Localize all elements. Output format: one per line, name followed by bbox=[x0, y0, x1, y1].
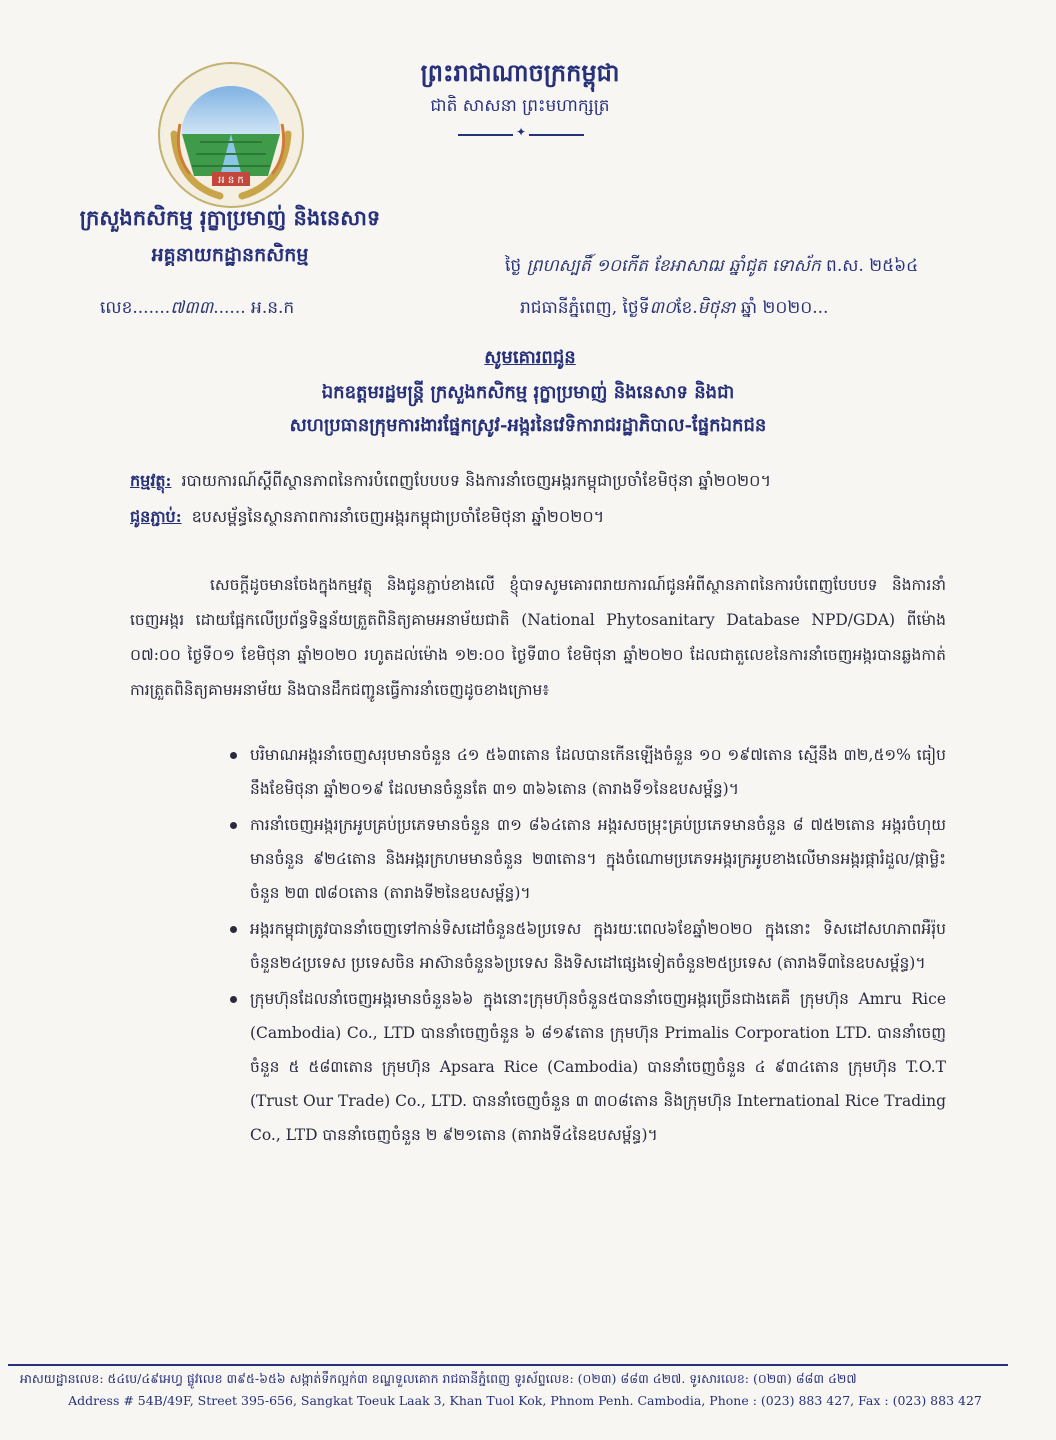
logo-text: អ ន ក bbox=[218, 175, 244, 186]
bullet-item bbox=[130, 808, 946, 910]
recipient-line-2: សហប្រធានក្រុមការងារផ្នែកស្រូវ-អង្ករនៃវេទិការាជរដ្ឋាភិបាល-ផ្នែកឯកជន bbox=[289, 415, 767, 436]
subject-line bbox=[130, 470, 960, 494]
attachment-line bbox=[130, 506, 960, 530]
place-month: មិថុនា bbox=[697, 298, 736, 318]
ref-number: ៧៣៣ bbox=[170, 298, 214, 318]
reference-number bbox=[100, 297, 294, 322]
ref-suffix: ...... អ.ន.ក bbox=[213, 298, 295, 318]
ministry-seal-icon bbox=[160, 64, 302, 206]
bullet-dot-icon bbox=[230, 752, 237, 759]
subject-label: កម្មវត្ថុ: bbox=[130, 471, 172, 490]
footer-address-english: Address # 54B/49F, Street 395-656, Sangkat Toeuk Laak 3, Khan Tuol Kok, Phnom Penh. Cambodia, Phone : (023) 883 427, Fax : (023) 883 427 bbox=[68, 1393, 982, 1408]
footer-divider bbox=[8, 1364, 1008, 1366]
place-day: ៣០ bbox=[649, 298, 677, 318]
bullet-dot-icon bbox=[230, 926, 237, 933]
ministry-name: ក្រសួងកសិកម្ម រុក្ខាប្រមាញ់ និងនេសាទ bbox=[79, 205, 381, 230]
national-motto: ជាតិ សាសនា ព្រះមហាក្សត្រ bbox=[430, 96, 610, 116]
place-prefix: រាជធានីភ្នំពេញ, ថ្ងៃទី bbox=[520, 298, 650, 318]
bullet-text: បរិមាណអង្ករនាំចេញសរុបមានចំនួន ៤១ ៥៦៣តោន ដែលបានកើនឡើងចំនួន ១០ ១៩៧តោន ស្មើនឹង ៣២,៥១% ធៀបនឹងខែមិថុនា ឆ្នាំ២០១៩ ដែលមានចំនួនតែ ៣១ ៣៦៦តោន (តារាងទី១នៃឧបសម្ព័ន្ធ)។ bbox=[250, 746, 946, 798]
bullet-list bbox=[130, 738, 946, 1154]
department-name: អគ្គនាយកដ្ឋានកសិកម្ម bbox=[151, 244, 309, 266]
body-intro bbox=[130, 568, 946, 708]
ministry-logo bbox=[158, 62, 304, 208]
lunar-prefix: ថ្ងៃ bbox=[505, 256, 522, 276]
place-date bbox=[520, 297, 828, 322]
bullet-item bbox=[130, 912, 946, 980]
bullet-text: អង្ករកម្ពុជាត្រូវបាននាំចេញទៅកាន់ទិសដៅចំនួន៥៦ប្រទេស ក្នុងរយៈពេល៦ខែឆ្នាំ២០២០ ក្នុងនោះ ទិសដៅសហភាពអឺរ៉ុបចំនួន២៤ប្រទេស ប្រទេសចិន អាស៊ានចំនួន៦ប្រទេស និងទិសដៅផ្សេងទៀតចំនួន២៥ប្រទេស (តារាងទី៣នៃឧបសម្ព័ន្ធ)។ bbox=[250, 920, 946, 972]
lunar-handwritten: ព្រហស្បតិ៍ ១០កើត ខែអាសាឍ ឆ្នាំជូត ទោស័ក bbox=[526, 256, 821, 276]
lunar-suffix: ព.ស. ២៥៦៤ bbox=[820, 256, 919, 276]
lunar-date bbox=[505, 255, 918, 280]
body-intro-text: សេចក្តីដូចមានចែងក្នុងកម្មវត្ថុ និងជូនភ្ជាប់ខាងលើ ខ្ញុំបាទសូមគោរពរាយការណ៍ជូនអំពីស្ថានភាពនៃការបំពេញបែបបទ និងការនាំចេញអង្ករ ដោយផ្អែកលើប្រព័ន្ធទិន្នន័យត្រួតពិនិត្យគាមអនាម័យជាតិ (National Phytosanitary Database NPD/GDA) ពីម៉ោង ០៧:០០ ថ្ងៃទី០១ ខែមិថុនា ឆ្នាំ២០២០ រហូតដល់ម៉ោង ១២:០០ ថ្ងៃទី៣០ ខែមិថុនា ឆ្នាំ២០២០ ដែលជាតួលេខនៃការនាំចេញអង្ករបានឆ្លងកាត់ការត្រួតពិនិត្យគាមអនាម័យ និងបានដឹកជញ្ជូនធ្វើការនាំចេញដូចខាងក្រោម៖ bbox=[130, 576, 946, 699]
bullet-text: ការនាំចេញអង្ករក្រអូបគ្រប់ប្រភេទមានចំនួន ៣១ ៨៦៤តោន អង្ករសចម្រុះគ្រប់ប្រភេទមានចំនួន ៨ ៧៥២តោន អង្ករចំហុយមានចំនួន ៩២៤តោន និងអង្ករក្រហមមានចំនួន ២៣តោន។ ក្នុងចំណោមប្រភេទអង្ករក្រអូបខាងលើមានអង្ករផ្ការំដួល/ផ្កាម្លិះចំនួន ២៣ ៧៨០តោន (តារាងទី២នៃឧបសម្ព័ន្ធ)។ bbox=[250, 816, 946, 902]
bullet-dot-icon bbox=[230, 996, 237, 1003]
attachment-text: ឧបសម្ព័ន្ធនៃស្ថានភាពការនាំចេញអង្ករកម្ពុជាប្រចាំខែមិថុនា ឆ្នាំ២០២០។ bbox=[191, 507, 605, 526]
subject-text: របាយការណ៍ស្តីពីស្ថានភាពនៃការបំពេញបែបបទ និងការនាំចេញអង្ករកម្ពុជាប្រចាំខែមិថុនា ឆ្នាំ២០២០។ bbox=[181, 471, 771, 490]
bullet-item bbox=[130, 982, 946, 1152]
motto-ornament bbox=[458, 134, 584, 136]
ref-prefix: លេខ....... bbox=[100, 298, 171, 318]
place-year: ឆ្នាំ ២០២០... bbox=[740, 298, 829, 318]
kingdom-title: ព្រះរាជាណាចក្រកម្ពុជា bbox=[420, 58, 620, 87]
place-mid: ខែ. bbox=[676, 298, 698, 318]
attachment-label: ជូនភ្ជាប់: bbox=[130, 507, 182, 526]
bullet-dot-icon bbox=[230, 822, 237, 829]
footer-address-khmer: អាសយដ្ឋានលេខ: ៥៤បេ/៤៩អេហ្វ ផ្លូវលេខ ៣៩៥-៦៥៦ សង្កាត់ទឹកល្អក់៣ ខណ្ឌទួលគោក រាជធានីភ្នំពេញ ទូរស័ព្ទលេខ: (០២៣) ៨៨៣ ៤២៧. ទូរសារលេខ: (០២៣) ៨៨៣ ៤២៧ bbox=[20, 1371, 857, 1386]
respect-heading: សូមគោរពជូន bbox=[484, 347, 576, 368]
bullet-text: ក្រុមហ៊ុនដែលនាំចេញអង្ករមានចំនួន៦៦ ក្នុងនោះក្រុមហ៊ុនចំនួន៥បាននាំចេញអង្ករច្រើនជាងគេគឺ ក្រុមហ៊ុន Amru Rice (Cambodia) Co., LTD បាននាំចេញចំនួន ៦ ៨១៩តោន ក្រុមហ៊ុន Primalis Corporation LTD. បាននាំចេញចំនួន ៥ ៥៨៣តោន ក្រុមហ៊ុន Apsara Rice (Cambodia) បាននាំចេញចំនួន ៤ ៩៣៤តោន ក្រុមហ៊ុន T.O.T (Trust Our Trade) Co., LTD. បាននាំចេញចំនួន ៣ ៣០៨តោន និងក្រុមហ៊ុន International Rice Trading Co., LTD បាននាំចេញចំនួន ២ ៩២១តោន (តារាងទី៤នៃឧបសម្ព័ន្ធ)។ bbox=[250, 990, 946, 1144]
bullet-item bbox=[130, 738, 946, 806]
recipient-line-1: ឯកឧត្តមរដ្ឋមន្ត្រី ក្រសួងកសិកម្ម រុក្ខាប្រមាញ់ និងនេសាទ និងជា bbox=[321, 382, 735, 403]
